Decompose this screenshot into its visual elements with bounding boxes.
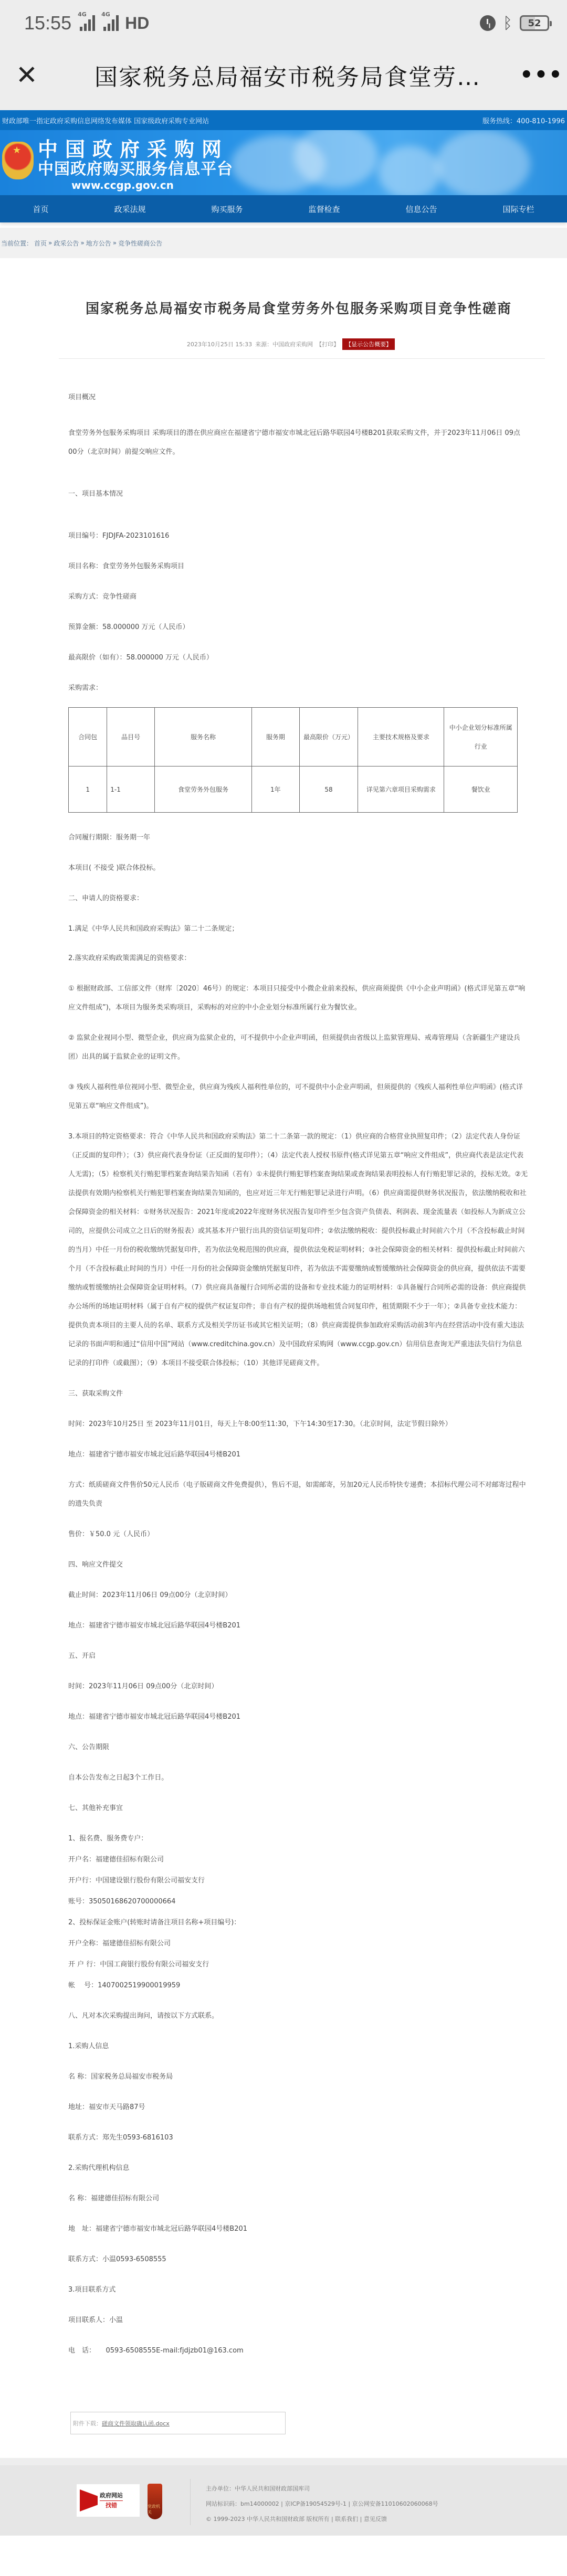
gov-site-error-report-badge[interactable]: 政府网站 找错	[77, 2484, 140, 2517]
signal-icon-2: 4G	[101, 15, 119, 31]
status-bar	[0, 0, 567, 46]
hd-indicator: HD	[125, 13, 150, 33]
nav-regulations[interactable]: 政采法规	[114, 204, 146, 214]
more-menu-icon[interactable]: •••	[520, 63, 563, 87]
nav-international[interactable]: 国际专栏	[502, 204, 534, 214]
table-header-row: 合同包 品目号 服务名称 服务期 最高限价（万元） 主要技术规格及要求 中小企业划分标准所属行业	[69, 708, 518, 767]
attachment-box: 附件下载： 磋商文件领取确认函.docx	[70, 2412, 286, 2434]
site-slogan: 财政部唯一指定政府采购信息网络发布媒体 国家级政府采购专业网站	[2, 117, 209, 125]
breadcrumb-local-announcements[interactable]: 地方公告	[86, 239, 111, 247]
article-body: 项目概况 食堂劳务外包服务采购项目 采购项目的潜在供应商应在福建省宁德市福安市城北冠后路华联园4号楼B201获取采购文件，并于2023年11月06日 09点00分（北京时间）前提交响应文件。 一、项目基本情况 项目编号：FJDJFA-2023101616 项目名称：食堂劳务外包服务采购项目 采购方式：竞争性磋商 预算金额：58.000000 万元（人民币） 最高限价（如有）：58.000000 万元（人民币） 采购需求： 合同包 品目号 服务名称 服务期 最高限价（万元） 主要技术规格及要求 中小企业划分标准所属行业 1 1-1 食堂劳务外包服务 1年 58 详见第六章项目采购需求 餐饮业 合同履行期限：服务期一年 本项目( 不接受 )联合体投标。 二、申请人的资格要求： 1.满足《中华人民共和国政府采购法》第二十二条规定； 2.落实政府采购政策需满足的资格要求： ① 根据财政部、工信部文件（财库〔2020〕46号）的规定：本项目只接受中小微企业前来投标，供应商须提供《中小企业声明函》(格式详见第五章“响应文件组成”)，本项目为服务类采购项目，采购标的对应的中小企业划分标准所属行业为餐饮业。 ② 监狱企业视同小型、微型企业，供应商为监狱企业的，可不提供中小企业声明函，但须提供由省级以上监狱管理局、戒毒管理局（含新疆生产建设兵团）出具的属于监狱企业的证明文件。 ③ 残疾人福利性单位视同小型、微型企业，供应商为残疾人福利性单位的，可不提供中小企业声明函，但须提供的《残疾人福利性单位声明函》(格式详见第五章“响应文件组成”)。 3.本项目的特定资格要求：符合《中华人民共和国政府采购法》第二十二条第一款的规定：（1）供应商的合格营业执照复印件；（2）法定代表人身份证（正反面的复印件）；（3）供应商代表身份证（正反面的复印件）；（4）法定代表人授权书原件(格式详见第五章“响应文件组成”，供应商代表是法定代表人无需)；（5）检察机关行贿犯罪档案查询结果告知函（若有）①未提供行贿犯罪档案查询结果或查询结果表明投标人有行贿犯罪记录的，投标无效。②无法提供有效期内检察机关行贿犯罪档案查询结果告知函的，也应对近三年无行贿犯罪记录进行声明。（6）供应商需提供财务状况报告，依法缴纳税收和社会保障资金的相关材料：①财务状况报告：2021年度或2022年度财务状况报告复印件至少包含资产负债表、利润表、现金流量表（如投标人为新成立公司的，应提供公司成立之日后的财务报表）或其基本开户银行出具的资信证明复印件；②依法缴纳税收：提供投标截止时间前六个月（不含投标截止时间的当月）中任一月份的税收缴纳凭据复印件，若为依法免税范围的供应商，提供依法免税证明材料；③社会保障资金的相关材料：提供投标截止时间前六个月（不含投标截止时间的当月）中任一月份的社会保障资金缴纳凭据复印件，若为依法不需要缴纳或暂缓缴纳社会保障资金的供应商，提供依法不需要缴纳或暂缓缴纳社会保障资金证明材料。（7）供应商具备履行合同所必需的设备和专业技术能力的证明材料：①具备履行合同所必需的设备：供应商提供办公场所的场地证明材料（属于自有产权的提供产权证复印件；非自有产权的提供场地租赁合同复印件，租赁期限不少于一年）；②具备专业技术能力：提供负责本项目的主要人员的名单、联系方式及相关学历证书或其它相关证明；（8）供应商需提供参加政府采购活动前3年内在经营活动中没有重大违法记录的书面声明和通过“信用中国”网站（www.creditchina.gov.cn）及中国政府采购网（www.ccgp.gov.cn）信用信息查询无严重违法失信行为信息记录的打印件（或截图）；（9）本项目不接受联合体投标；（10）其他详见磋商文件。 三、获取采购文件 时间：2023年10月25日 至 2023年11月01日，每天上午8:00至11:30，下午14:30至17:30。（北京时间，法定节假日除外） 地点：福建省宁德市福安市城北冠后路华联园4号楼B201 方式：纸质磋商文件售价50元人民币（电子版磋商文件免费提供），售后不退，如需邮寄，另加20元人民币特快专递费；本招标代理公司不对邮寄过程中的遗失负责 售价：￥50.0 元（人民币） 四、响应文件提交 截止时间：2023年11月06日 09点00分（北京时间） 地点：福建省宁德市福安市城北冠后路华联园4号楼B201 五、开启 时间：2023年11月06日 09点00分（北京时间） 地点：福建省宁德市福安市城北冠后路华联园4号楼B201 六、公告期限 自本公告发布之日起3个工作日。 七、其他补充事宜 1、报名费、服务费专户： 开户名：福建德佳招标有限公司 开户行：中国建设银行股份有限公司福安支行 账号：35050168620700000664 2、投标保证金账户(转账时请备注项目名称+项目编号)： 开户全称：福建德佳招标有限公司 开 户 行：中国工商银行股份有限公司福安支行 帐 号：1407002519900019959 八、凡对本次采购提出询问，请按以下方式联系。 1.采购人信息 名 称：国家税务总局福安市税务局 地址：福安市天马路87号 联系方式：郑先生0593-6816103 2.采购代理机构信息 名 称：福建德佳招标有限公司 地 址：福建省宁德市福安市城北冠后路华联园4号楼B201 联系方式：小温0593-6508555 3.项目联系方式 项目联系人：小温 电 话： 0593-6508555E-mail:fjdjzb01@163.com	[68, 393, 528, 2355]
divider	[190, 2479, 191, 2525]
magnifier-icon	[80, 2489, 98, 2511]
publish-date: 2023年10月25日 15:33	[186, 341, 253, 348]
close-icon[interactable]: ✕	[16, 60, 38, 90]
print-link[interactable]: 【打印】	[316, 341, 340, 348]
requirements-table	[68, 707, 518, 813]
party-gov-badge[interactable]: 党政机关	[148, 2484, 162, 2519]
nav-announcements[interactable]: 信息公告	[405, 204, 437, 214]
nav-supervision[interactable]: 监督检查	[308, 204, 340, 214]
main-nav	[0, 195, 567, 222]
site-footer	[0, 2458, 567, 2536]
site-logo[interactable]: 中国政府采购网 中国政府购买服务信息平台 www.ccgp.gov.cn	[38, 138, 233, 191]
article-meta: 2023年10月25日 15:33 来源： 中国政府采购网 【打印】 【显示公告概要】	[68, 338, 529, 350]
article	[0, 298, 567, 2360]
site-top-strip	[0, 110, 567, 130]
national-emblem-icon	[2, 142, 34, 179]
feedback-link[interactable]: 意见反馈	[363, 2516, 387, 2522]
footer-info: 主办单位：中华人民共和国财政部国库司 网站标识码：bm14000002 | 京ICP备19054529号-1 | 京公网安备11010602060068号 © 1999-2023 中华人民共和国财政部 版权所有 | 联系我们 | 意见反馈	[206, 2485, 438, 2522]
table-row: 1 1-1 食堂劳务外包服务 1年 58 详见第六章项目采购需求 餐饮业	[69, 767, 518, 813]
nav-home[interactable]: 首页	[33, 204, 49, 214]
bluetooth-icon: ᛒ	[503, 14, 512, 33]
breadcrumb-consultation[interactable]: 竞争性磋商公告	[118, 239, 163, 247]
battery-icon: 52	[520, 15, 549, 31]
divider	[59, 358, 545, 359]
attachment-link[interactable]: 磋商文件领取确认函.docx	[102, 2420, 170, 2427]
breadcrumb-gov-announcements[interactable]: 政采公告	[54, 239, 79, 247]
page-title: 国家税务总局福安市税务局食堂劳…	[94, 64, 481, 91]
signal-icon: 4G	[78, 15, 95, 31]
article-title: 国家税务总局福安市税务局食堂劳务外包服务采购项目竞争性磋商	[85, 301, 512, 317]
webview-title-bar	[0, 46, 567, 104]
source: 中国政府采购网	[272, 341, 313, 348]
site-banner	[0, 130, 567, 195]
contact-us-link[interactable]: 联系我们	[335, 2516, 359, 2522]
clock: 15:55	[24, 12, 72, 34]
nav-purchase-services[interactable]: 购买服务	[211, 204, 243, 214]
breadcrumb-home[interactable]: 首页	[34, 239, 47, 247]
breadcrumb: 当前位置： 首页 » 政采公告 » 地方公告 » 竞争性磋商公告	[0, 228, 567, 258]
service-hotline: 服务热线：400-810-1996	[482, 117, 565, 125]
show-summary-button[interactable]: 【显示公告概要】	[342, 338, 395, 350]
alarm-icon	[480, 15, 496, 31]
